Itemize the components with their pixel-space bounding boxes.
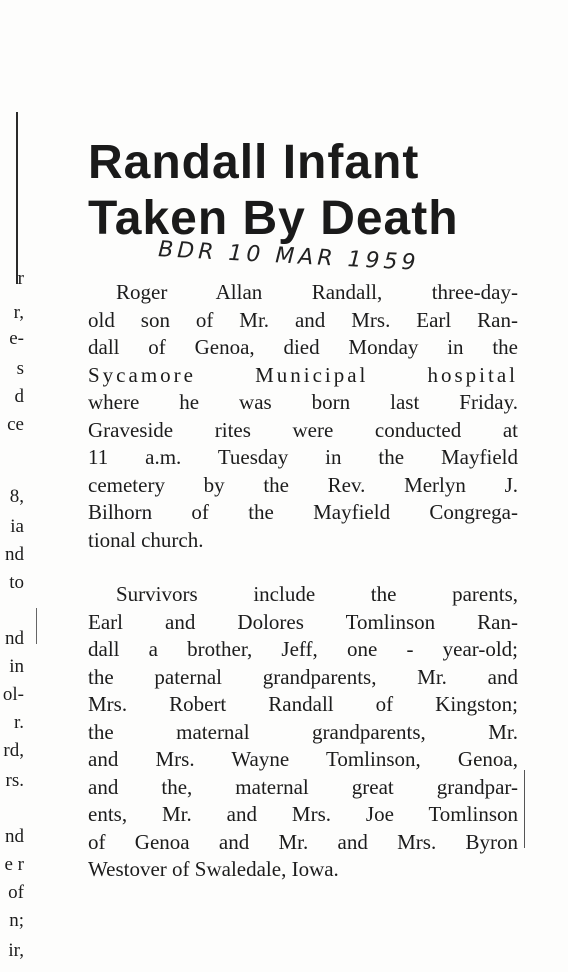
body-line: Mrs. Robert Randall of Kingston; [88, 692, 518, 716]
fragment: r. [13, 712, 24, 733]
fragment: s [16, 358, 24, 379]
body-line: where he was born last Friday. [88, 390, 518, 414]
column-edge-rule [36, 608, 37, 644]
fragment: 8, [9, 486, 24, 507]
column-divider-rule [16, 112, 18, 284]
headline-line-1: Randall Infant [88, 136, 420, 189]
fragment: ia [10, 516, 24, 537]
body-line: 11 a.m. Tuesday in the Mayfield [88, 445, 518, 469]
body-line: ents, Mr. and Mrs. Joe Tomlinson [88, 802, 518, 826]
fragment: r, [13, 302, 24, 323]
body-line: Survivors include the parents, [116, 582, 518, 606]
body-line: Earl and Dolores Tomlinson Ran- [88, 609, 518, 634]
fragment: nd [5, 544, 24, 565]
body-line: Sycamore Municipal hospital [88, 362, 518, 387]
body-line: and the, maternal great grandpar- [88, 774, 518, 799]
body-line: Westover of Swaledale, Iowa. [88, 857, 339, 881]
article-body [88, 279, 518, 884]
body-line: cemetery by the Rev. Merlyn J. [88, 472, 518, 497]
fragment: e r [4, 854, 24, 875]
body-line: dall a brother, Jeff, one - year-old; [88, 637, 518, 661]
fragment: in [9, 656, 24, 677]
fragment: r [17, 268, 24, 289]
handwritten-date-note: BDR 10 MAR 1959 [157, 237, 421, 276]
body-line: the paternal grandparents, Mr. and [88, 664, 518, 689]
fragment: ce [7, 414, 24, 435]
fragment: rs. [5, 770, 24, 791]
body-line: dall of Genoa, died Monday in the [88, 335, 518, 359]
paragraph-gap [88, 554, 518, 581]
body-line: the maternal grandparents, Mr. [88, 719, 518, 744]
fragment: of [8, 882, 24, 903]
body-line: Graveside rites were conducted at [88, 417, 518, 442]
fragment: nd [5, 628, 24, 649]
article-headline [88, 135, 508, 247]
fragment: d [14, 386, 24, 407]
headline-line-2: Taken By Death [88, 192, 459, 245]
body-line: tional church. [88, 527, 204, 552]
body-line: Roger Allan Randall, three-day- [116, 280, 518, 304]
body-line: old son of Mr. and Mrs. Earl Ran- [88, 307, 518, 332]
fragment: rd, [3, 740, 24, 761]
fragment: n; [9, 910, 24, 931]
body-line: and Mrs. Wayne Tomlinson, Genoa, [88, 747, 518, 771]
fragment: to [9, 572, 24, 593]
fragment: nd [5, 826, 24, 847]
fragment: e- [9, 328, 24, 349]
body-line: Bilhorn of the Mayfield Congrega- [88, 500, 518, 524]
fragment: ir, [8, 940, 24, 961]
fragment: ol- [2, 684, 24, 705]
body-line: of Genoa and Mr. and Mrs. Byron [88, 829, 518, 854]
column-edge-rule [524, 770, 525, 848]
